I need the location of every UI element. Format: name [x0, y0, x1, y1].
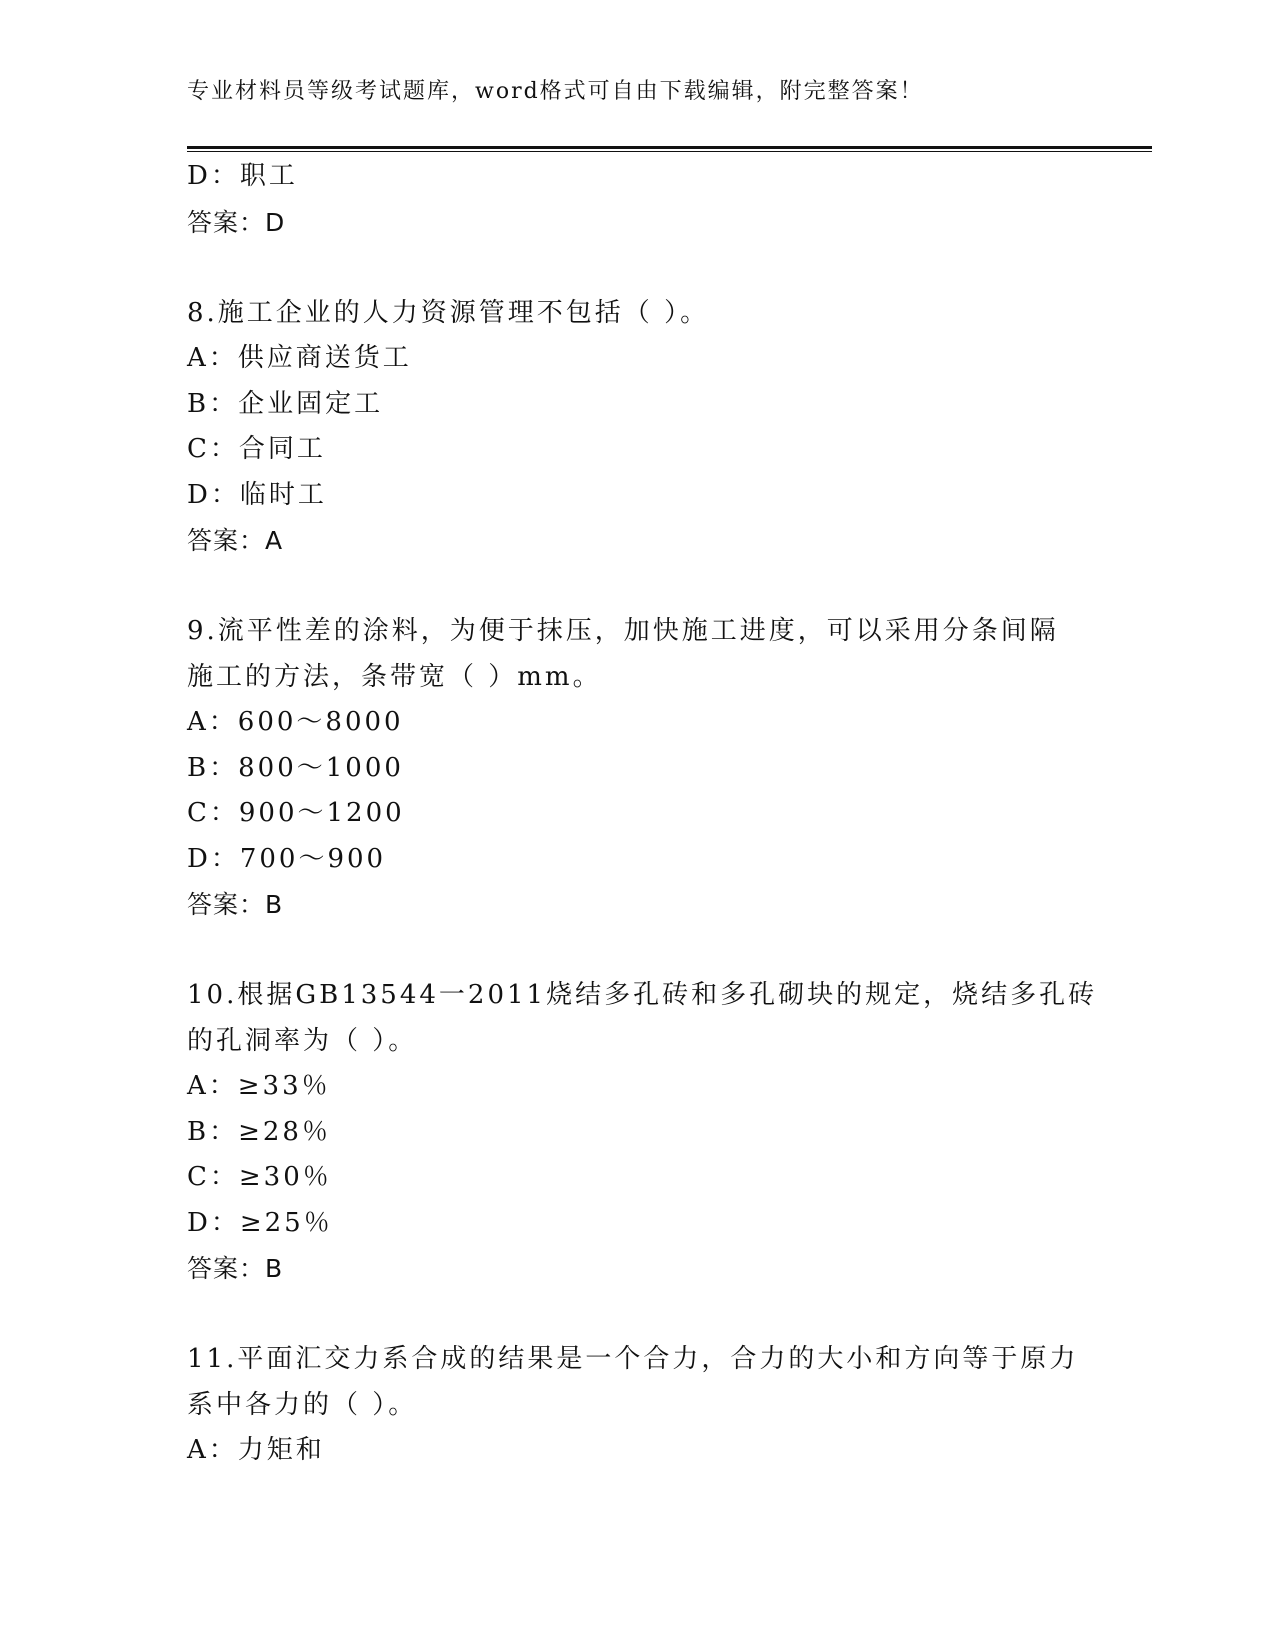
option-b: B：企业固定工 [187, 388, 384, 419]
option-a: A：供应商送货工 [187, 343, 412, 373]
question-stem: 8.施工企业的人力资源管理不包括（ ）。 [187, 297, 710, 328]
question-8 [187, 291, 1087, 564]
question-stem-continued: 施工的方法，条带宽（ ）mm。 [187, 661, 602, 692]
option-c: C：900～1200 [187, 798, 405, 828]
answer-line: 答案：B [187, 890, 284, 919]
answer-line: 答案：A [187, 526, 284, 555]
question-10 [187, 973, 1098, 1292]
header-rule-thin [187, 151, 1152, 152]
option-b: B：≥28％ [187, 1116, 331, 1147]
option-b: B：800～1000 [187, 752, 404, 783]
page-header: 专业材料员等级考试题库，word格式可自由下载编辑，附完整答案！ [187, 79, 924, 104]
question-stem: 9.流平性差的涂料，为便于抹压，加快施工进度，可以采用分条间隔 [187, 616, 1059, 646]
answer-line: 答案：D [187, 207, 286, 237]
spacer [187, 928, 1087, 974]
spacer [187, 1292, 1087, 1338]
option-d: D：临时工 [187, 479, 327, 510]
question-stem: 11.平面汇交力系合成的结果是一个合力，合力的大小和方向等于原力 [187, 1344, 1079, 1374]
question-stem-continued: 的孔洞率为（ ）。 [187, 1025, 418, 1056]
header-rule-thick [187, 146, 1152, 149]
option-c: C：合同工 [187, 434, 326, 464]
option-a: A：力矩和 [187, 1435, 325, 1465]
question-11 [187, 1337, 1087, 1474]
question-9 [187, 609, 1087, 928]
option-c: C：≥30％ [187, 1162, 332, 1192]
option-d: D：职工 [187, 161, 298, 191]
question-stem: 10.根据GB13544一2011烧结多孔砖和多孔砌块的规定，烧结多孔砖 [187, 980, 1098, 1010]
option-d: D：≥25％ [187, 1207, 333, 1238]
option-a: A：600～8000 [187, 707, 404, 737]
spacer [187, 564, 1087, 610]
option-d: D：700～900 [187, 843, 387, 874]
question-content [187, 154, 1098, 1474]
spacer [187, 245, 1087, 291]
option-a: A：≥33％ [187, 1071, 331, 1101]
question-stem-continued: 系中各力的（ ）。 [187, 1389, 418, 1420]
answer-line: 答案：B [187, 1254, 284, 1283]
